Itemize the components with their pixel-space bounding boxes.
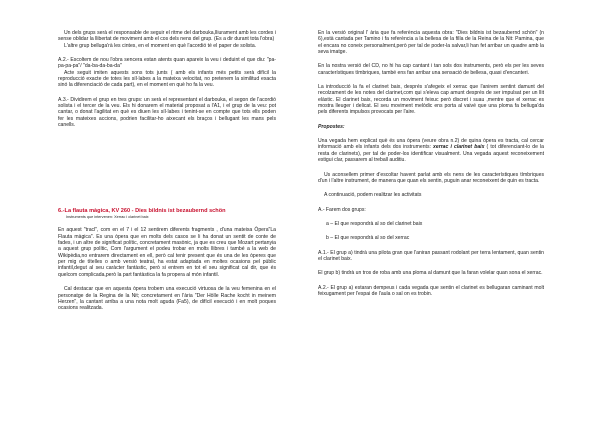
paragraph-queen-of-night: Cal destacar que en aquesta òpera trobem una execució virtuosa de la veu femenina en el personatge de la Regina de la Nit; concretament en l'ària "Der Hölle Rache kocht in meinem Herzen", la cantant arriba a una nota molt aguda (Fa5), de difícil execució i en molt poques ocasions realitzada. xyxy=(58,286,276,312)
list-item-group-b: b – El que respondrà al so del xerrac xyxy=(326,235,410,242)
paragraph-activity-a2-right: A.2.- El grup a) estaran dempeus i cada vegada que sentin el clarinet es bellugaran caminant molt feixugament per l'espai de l'aula o sal on es trobin. xyxy=(318,284,544,297)
paragraph-rhythm-group: Un dels grups serà el responsable de seguir el ritme del darbouka,lliurament amb les cordes i sense oblidar la llibertat de moviment amb el cos dels nens del grup. (Es a dir durant tota l'obra) xyxy=(58,30,276,43)
paragraph-group-b-feather: El grup b) tindrà un tros de roba amb una ploma al damunt que la faran volelar quan sona el xerrac. xyxy=(318,270,543,277)
paragraph-introduction: La introducció la fa el clarinet baix, després s'afegeix el xerrac que l'anirem sentint damunt del recolzament de les notes del clarinet,com qui s'eleva cap amunt després de ser impulsat per un llit elàstic. El clarinet baix, recorda un moviment feixuc però discret i suau ,mentre que el xerrac es mostra lleuger i delicat. El seu moviment melòdic ens porta al vaivé que una ploma fa belluga'da pels diferents impulsos provocats per l'aire. xyxy=(318,84,544,116)
paragraph-activities-intro: A continuació, podem realitzar les activitats xyxy=(324,192,422,199)
paragraph-ribbons-group: L'altre grup belluga'rà les cintes, en el moment en què l'acordió té el paper de solista. xyxy=(64,42,257,49)
list-item-group-a: a – El que respondrà al so del clarinet baix xyxy=(326,220,423,227)
left-column xyxy=(58,30,276,312)
research-text-start: Una vegada hem explicat què és una òpera (veure obra n.2) de quina òpera es tracta, cal cercar informació amb els infants dels dos instruments: xyxy=(318,138,544,151)
section-heading: 6.-La flauta màgica, KV 260 - Dies bildnis ist bezaubernd schön xyxy=(58,208,226,215)
paragraph-imitate-sounds: Acte seguit imiten aquests sons tots junts ( amb els infants més petits serà difícil la reproducció exacte de totes les síl·labes a la mateixa velocitat, no pretenem la similitud exacta sinó la diferenciació de cada part), en el moment en què ho fa la veu. xyxy=(58,69,276,89)
paragraph-activity-a1: A.1.- El grup a) tindrà una pilota gran que l'aniran passant rodolant per terra lentament, quan sentin el clarinet baix. xyxy=(318,249,544,262)
paragraph-opera-intro: En aquest "tracl", com en el 7 i el 12 sentirem diferents fragments , d'una mateixa Òpera"La Flauta màgica". Es una òpera que en molts dels casos se li ha donat un sentit de conte de fades, i un altre de significat polític, concretament masònic, ja que es creu que Mozart pertanyia a aquest grup polític, Com l'argument el podeu trobar en molts llibres i també a la web de Wikipèdia,no entrarem directament en ell, però cal tenir present que és una de les òperes que per mig de títelles o amb versió teatral, ha estat adaptada en moltes ocasions pel públic infantil,degut al seu caràcter fantàstic, però si entrem en tot el seu significat cal dir, que és quelcom complicada,però la part fantàstica la fa propera al món infantil. xyxy=(58,227,276,278)
propostes-heading: Propostes: xyxy=(318,123,345,130)
paragraph-instruments-research xyxy=(318,138,544,163)
paragraph-activity-a3: A.3.- Dividirem el grup en tres grups: un serà el representant el darbouka, el segon de l'acordió solista i el tercer de la veu. Els hi donarem el material proposat a l'A1, i el grup de la veu: pot cantar, o donat l'agilitat en què es diuen les síl·labes i tenint-se en compte que tots ells poden fer les mateixes accions, podrien facilitar-ho aixecant els braços i bellugant les mans pels canells. xyxy=(58,96,276,129)
section-subheading: Instruments que intervenen: Xerrac i clarinet baix xyxy=(66,214,149,219)
paragraph-original-version: En la versió original l' ària que fa referència aquesta obra: "Dies bildnis ist bezaubernd schön" (n 6),està cantada per Tamino i fa referència a la bellesa de la filla de la Reina de la Nit: Pamina, que el encara no coneix personalment,però per tal de poder-la salvar,li han fet arribar un quadre amb la seva imatge. xyxy=(318,30,544,56)
paragraph-cd-version: En la nostra versió del CD, no hi ha cap cantant i tan sols dos instruments, però els per les seves característiques tímbriques, també ens fan arribar una sensació de bellesa, quasi d'encanteri. xyxy=(318,63,544,76)
paragraph-activity-a2: A.2.- Escoltem de nou l'obra sencera estan atents quan apareix la veu i deduint el que diu: "pa-pa-pa-pa"/ "da-ba-da-ba-da" xyxy=(58,57,276,70)
right-column xyxy=(318,30,544,297)
paragraph-advice: Us aconsellem primer d'escoltar havent parlat amb els nens de les característiques tímbriques d'un i l'altre instrument, de manera que quan els sentin, puguin anar reconeixent de quin es tracta. xyxy=(318,171,544,184)
paragraph-two-groups: A.- Farem dos grups: xyxy=(318,206,366,213)
instrument-names: xerrac i clarinet baix xyxy=(433,144,485,151)
research-text-end: ( tot diferenciant-lo de la resta de clarinets), per tal de poder-los identificar visualment. Una vegada aquest reconeixement estigui clar, passarem al treball auditiu. xyxy=(318,144,544,164)
